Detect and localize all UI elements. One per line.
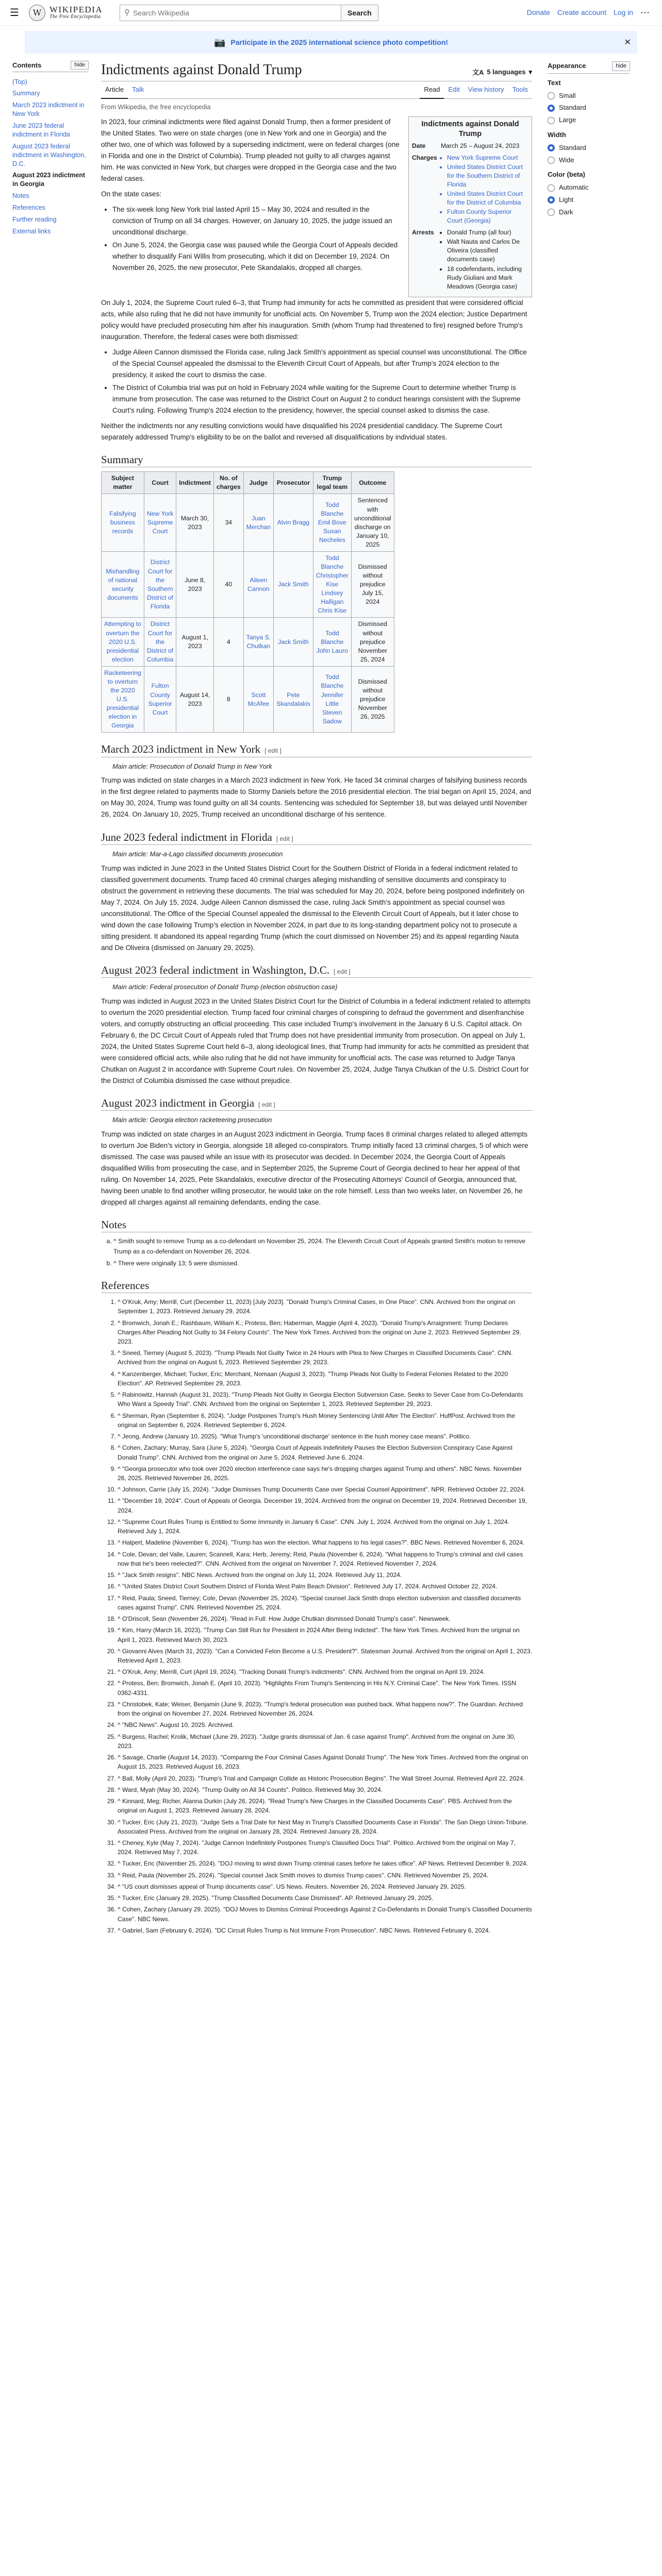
reference-item: 13. ^ Halpert, Madeline (November 6, 2024). "Trump has won the election. What happens to his legal cases?". BBC News. Retrieved November 6, 2024. <box>118 1538 532 1547</box>
toc-item[interactable]: August 2023 federal indictment in Washington, D.C. <box>12 142 86 167</box>
donate-link[interactable]: Donate <box>526 8 550 17</box>
color-options <box>548 182 630 217</box>
table-cell: Dismissed without prejudice July 15, 2024 <box>351 551 394 618</box>
width-options <box>548 143 630 166</box>
infobox-title: Indictments against Donald Trump <box>421 120 519 138</box>
infobox-arrest-item: • Donald Trump (all four) <box>447 228 528 237</box>
notes-heading-text: Notes <box>101 1218 126 1231</box>
toc-title: Contents <box>12 61 42 69</box>
reference-item: 6. ^ Sherman, Ryan (September 6, 2024). "Judge Postpones Trump's Hush Money Sentencing Until After The Election". HuffPost. Archived from the original on September 6, 2024. Retrieved September 6, 2024. <box>118 1411 532 1430</box>
reference-item: 28. ^ Ward, Myah (May 30, 2024). "Trump Guilty on All 34 Counts". Politico. Retrieved May 30, 2024. <box>118 1785 532 1794</box>
view-tabs <box>420 81 532 98</box>
language-button[interactable] <box>472 67 532 79</box>
table-cell: June 8, 2023 <box>176 551 214 618</box>
search-input[interactable] <box>133 9 337 17</box>
table-cell[interactable]: District Court for the Southern District of Florida <box>144 551 176 618</box>
immunity-paragraph: On July 1, 2024, the Supreme Court ruled 6–3, that Trump had immunity for acts he committed as president that were considered official acts, while also ruling that he did not have immunity for unofficial acts. On November 5, Trump won the 2024 election; Justice Department policy would have precluded prosecuting him after his inauguration. Smith (whom Trump had threatened to fire) resigned before Trump's inauguration. Therefore, the federal cases were both dismissed: <box>101 298 527 341</box>
reference-item: 7. ^ Jeong, Andrew (January 10, 2025). "What Trump's 'unconditional discharge' sentence in the hush money case means". Politico. <box>118 1432 532 1441</box>
toc-item[interactable]: March 2023 indictment in New York <box>12 101 85 118</box>
table-cell[interactable]: Todd Blanche Jennifer Little Steven Sadow <box>313 666 351 733</box>
main-menu-icon[interactable]: ☰ <box>10 7 19 19</box>
tab-tools[interactable]: Tools <box>512 86 528 93</box>
logo-wordmark <box>49 5 103 20</box>
table-row <box>102 618 394 666</box>
search-button[interactable]: Search <box>341 5 378 21</box>
section-heading <box>101 1096 532 1111</box>
radio-option[interactable] <box>548 143 630 154</box>
table-cell: 34 <box>213 494 243 551</box>
section-paragraph: Trump was indicted in August 2023 in the United States District Court for the District of Columbia in a federal indictment related to attempts to overturn the 2020 presidential election. Trump faced four criminal charges of conspiring to defraud the government and disenfranchise voters, and corruptly obstructing an official proceeding. This case included Trump's involvement in the January 6 U.S. Capitol attack. On February 6, the DC Circuit Court of Appeals ruled that Trump does not have presidential immunity from prosecution. On appeal on July 1, 2024, the United States Supreme Court held 6–3, along ideological lines, that Trump had immunity for acts he committed as president that were considered official acts, while also ruling that he did not have immunity for unofficial acts. The case was returned to Judge Tanya Chutkan on August 2 in accordance with Supreme Court rules. On November 25, 2024, Judge Tanya Chutkan of the U.S. District Court for the District of Columbia dismissed the case without prejudice. <box>101 997 531 1084</box>
table-cell[interactable]: Juan Merchan <box>243 494 273 551</box>
section-heading <box>101 742 532 757</box>
infobox-charge-link[interactable]: • United States District Court for the Southern District of Florida <box>447 163 528 189</box>
radio-button[interactable] <box>548 157 555 164</box>
section-heading-text: August 2023 indictment in Georgia <box>101 1096 255 1109</box>
more-options-icon[interactable]: ⋯ <box>640 7 650 18</box>
state-cases-list <box>112 204 400 274</box>
page-tabs <box>101 81 532 99</box>
article-sections <box>101 742 532 1208</box>
summary-table-body <box>102 494 394 733</box>
reference-item: 16. ^ "United States District Court Southern District of Florida West Palm Beach Division". Retrieved July 17, 2024. Archived October 22, 2024. <box>118 1582 532 1591</box>
infobox-arrest-item: • 18 codefendants, including Rudy Giuliani and Mark Meadows (Georgia case) <box>447 265 528 291</box>
main-article-hatnote[interactable]: Main article: Georgia election racketeering prosecution <box>112 1116 272 1124</box>
table-cell: 40 <box>213 551 243 618</box>
page-title: Indictments against Donald Trump <box>101 62 302 78</box>
table-row <box>102 551 394 618</box>
list-item: • The District of Columbia trial was put on hold in February 2024 while waiting for the Supreme Court to determine whether Trump is immune from prosecution. The case was returned to the District Court on August 2 to conduct hearings consistent with the Supreme Court's ruling. Following Trump's 2024 election to the presidency, however, the special counsel asked to dismiss the case. <box>112 382 532 416</box>
reference-item: 4. ^ Kanzenberger, Michael; Tucker, Eric; Merchant, Nomaan (August 3, 2023). "Trump Pleads Not Guilty to Federal Felonies Related to the 2020 Election". AP. Retrieved September 29, 2023. <box>118 1369 532 1388</box>
column-header: Judge <box>243 472 273 494</box>
table-cell[interactable]: Aileen Cannon <box>243 551 273 618</box>
table-cell[interactable]: Alvin Bragg <box>274 494 313 551</box>
section-edit-link[interactable]: [ edit ] <box>258 1100 275 1108</box>
title-row <box>101 61 532 81</box>
reference-item: 11. ^ "December 19, 2024". Court of Appeals of Georgia. December 19, 2024. Archived from the original on December 19, 2024. Retrieved December 19, 2024. <box>118 1496 532 1515</box>
globe-icon: W <box>29 5 45 21</box>
tab-read[interactable]: Read <box>420 81 444 99</box>
table-row <box>102 494 394 551</box>
section-edit-link[interactable]: [ edit ] <box>333 968 351 975</box>
radio-label: Standard <box>559 104 586 112</box>
column-header: Outcome <box>351 472 394 494</box>
radio-label: Automatic <box>559 183 589 192</box>
language-icon: 文A <box>472 69 484 76</box>
references-heading <box>101 1278 532 1293</box>
radio-label: Wide <box>559 156 574 164</box>
infobox-date-row <box>412 142 528 150</box>
infobox-charge-link[interactable]: • United States District Court for the District of Columbia <box>447 190 528 207</box>
column-header: No. of charges <box>213 472 243 494</box>
appearance-title: Appearance <box>548 62 586 70</box>
list-item: • Judge Aileen Cannon dismissed the Florida case, ruling Jack Smith's appointment as special counsel was unconstitutional. The Office of the Special Counsel appealed the dismissal to the Eleventh Circuit Court of Appeals, but after Trump's 2024 election to the presidency, it asked the court to dismiss the case. <box>112 347 532 381</box>
lead-paragraph: In 2023, four criminal indictments were filed against Donald Trump, then a former president of the United States. Two were on state charges (one in New York and one in Georgia) and the other two, one of which was followed by a superseding indictment, were on federal charges (one in Florida and one in the District of Columbia). Trump pleaded not guilty to all charges against him. He was convicted in New York, but charges were dropped in the Georgia case and the two federal cases. <box>101 117 400 182</box>
reference-item: 35. ^ Tucker, Eric (January 29, 2025). "Trump Classified Documents Case Dismissed". AP. Retrieved January 29, 2025. <box>118 1893 532 1903</box>
reference-item: 14. ^ Cole, Devan; del Valle, Lauren; Scannell, Kara; Herb, Jeremy; Reid, Paula (November 6, 2024). "What happens to Trump's criminal and civil cases now that he's been reelected?". CNN. Archived from the original on November 7, 2024. Retrieved November 7, 2024. <box>118 1550 532 1568</box>
infobox-arrests-label: Arrests <box>412 229 434 236</box>
table-cell[interactable]: Tanya S. Chutkan <box>243 618 273 666</box>
site-header <box>0 0 662 26</box>
logo-tagline: The Free Encyclopedia <box>49 14 101 20</box>
reference-item: 21. ^ O'Kruk, Amy; Merrill, Curt (April 19, 2024). "Tracking Donald Trump's indictments". CNN. Archived from the original on April 19, 2024. <box>118 1667 532 1676</box>
camera-icon: 📷 <box>213 37 226 47</box>
infobox-date-label: Date <box>412 142 426 150</box>
eligibility-paragraph: Neither the indictments nor any resulting convictions would have disqualified his 2024 presidential candidacy. The Supreme Court separately addressed Trump's eligibility to be on the ballot and reversed all disqualifications by individual states. <box>101 421 502 441</box>
reference-item: 25. ^ Burgess, Rachel; Krolik, Michael (June 29, 2023). "Judge grants dismissal of Jan. 6 case against Trump". Archived from the original on June 30, 2023. <box>118 1732 532 1751</box>
toc-item[interactable]: Notes <box>12 192 29 200</box>
summary-heading-text: Summary <box>101 453 143 466</box>
infobox-arrests-row <box>412 228 528 292</box>
table-cell: Dismissed without prejudice November 25, 2024 <box>351 618 394 666</box>
infobox-charge-link[interactable]: • New York Supreme Court <box>447 154 528 162</box>
appearance-panel <box>548 61 630 1937</box>
reference-item: 12. ^ "Supreme Court Rules Trump is Entitled to Some Immunity in January 6 Case". CNN. July 1, 2024. Archived from the original on July 1, 2024. Retrieved July 1, 2024. <box>118 1517 532 1536</box>
list-item: • The six-week long New York trial lasted April 15 – May 30, 2024 and resulted in the conviction of Trump on all 34 charges. However, on January 10, 2025, the judge issued an unconditional discharge. <box>112 204 400 238</box>
toc-item[interactable]: (Top) <box>12 78 27 86</box>
radio-option[interactable] <box>548 115 630 126</box>
notes-heading <box>101 1217 532 1232</box>
radio-label: Standard <box>559 143 586 151</box>
appearance-hide-button[interactable]: hide <box>612 61 630 72</box>
state-cases-label: On the state cases: <box>101 190 162 198</box>
tab-view-history[interactable]: View history <box>468 86 504 93</box>
infobox-charges-label: Charges <box>412 154 437 161</box>
reference-item: 27. ^ Ball, Molly (April 20, 2023). "Trump's Trial and Campaign Collide as Historic Prosecution Begins". The Wall Street Journal. Retrieved April 22, 2024. <box>118 1774 532 1783</box>
tab-article[interactable]: Article <box>101 81 128 99</box>
reference-item: 29. ^ Kinnard, Meg; Richer, Alanna Durkin (July 26, 2024). "Read Trump's New Charges in the Classified Documents Case". PBS. Archived from the original on August 1, 2023. Retrieved January 28, 2024. <box>118 1797 532 1815</box>
summary-heading <box>101 452 532 467</box>
radio-button[interactable] <box>548 117 555 124</box>
radio-label: Dark <box>559 208 573 216</box>
table-cell[interactable]: Pete Skandalakis <box>274 666 313 733</box>
login-link[interactable]: Log in <box>613 8 633 17</box>
reference-item: 17. ^ Reid, Paula; Sneed, Tierney; Cole, Devan (November 25, 2024). "Special counsel Jack Smith drops election subversion and classified documents cases against Trump". CNN. Retrieved November 25, 2024. <box>118 1594 532 1612</box>
reference-item: 1. ^ O'Kruk, Amy; Merrill, Curt (December 11, 2023) [July 2023]. "Donald Trump's Criminal Cases, in One Place". CNN. Archived from the original on September 1, 2023. Retrieved January 29, 2024. <box>118 1297 532 1316</box>
toc-item[interactable]: Summary <box>12 90 40 97</box>
reference-item: 5. ^ Rabinowitz, Hannah (August 31, 2023). "Trump Pleads Not Guilty in Georgia Election Subversion Case, Seeks to Sever Case from Co-Defendants Who Want a Speedy Trial". CNN. Archived from the original on September 1, 2023. Retrieved September 29, 2023. <box>118 1390 532 1409</box>
section-edit-link[interactable]: [ edit ] <box>264 747 282 755</box>
reference-item: 15. ^ "Jack Smith resigns". NBC News. Archived from the original on July 11, 2024. Retrieved July 11, 2024. <box>118 1570 532 1580</box>
reference-item: 3. ^ Sneed, Tierney (August 5, 2023). "Trump Pleads Not Guilty Twice in 24 Hours with Plea to New Charges in Classified Documents Case". CNN. Archived from the original on August 5, 2023. Retrieved September 29, 2023. <box>118 1348 532 1367</box>
chevron-down-icon: ▾ <box>528 67 532 76</box>
reference-item: 36. ^ Cohen, Zachary (January 29, 2025). "DOJ Moves to Dismiss Criminal Proceedings Against 2 Co-Defendants in Donald Trump's Classified Documents Case". NBC News. <box>118 1905 532 1923</box>
table-cell[interactable]: Todd Blanche Emil Bove Susan Necheles <box>313 494 351 551</box>
infobox-charge-link[interactable]: • Fulton County Superior Court (Georgia) <box>447 208 528 225</box>
site-notice-banner <box>25 31 637 54</box>
table-of-contents <box>12 61 89 1937</box>
section-paragraph: Trump was indicted on state charges in a March 2023 indictment in New York. He faced 34 criminal charges of falsifying business records in the first degree related to payments made to Stormy Daniels before the 2016 presidential election. The trial began on April 15, 2024, and on May 30, 2024, Trump was found guilty on all 34 counts. Sentencing was scheduled for September 18, but was delayed until November 26, 2024. On January 10, 2025, Trump received an unconditional discharge of his sentence. <box>101 776 532 819</box>
radio-button[interactable] <box>548 144 555 151</box>
summary-table <box>101 471 394 733</box>
table-cell: 4 <box>213 618 243 666</box>
reference-item: 32. ^ Tucker, Eric (November 25, 2024). "DOJ moving to wind down Trump criminal cases before he takes office". AP News. Retrieved December 9, 2024. <box>118 1859 532 1868</box>
radio-button[interactable] <box>548 184 555 192</box>
section-heading-text: August 2023 federal indictment in Washington, D.C. <box>101 963 329 976</box>
radio-option[interactable] <box>548 91 630 101</box>
page-layout <box>0 61 662 1937</box>
toc-item[interactable]: Further reading <box>12 215 57 223</box>
close-icon[interactable]: ✕ <box>624 38 631 47</box>
radio-button[interactable] <box>548 196 555 204</box>
reference-item: 19. ^ Kim, Harry (March 16, 2023). "Trump Can Still Run for President in 2024 After Being Indicted". The New York Times. Archived from the original on April 1, 2023. Retrieved March 30, 2023. <box>118 1625 532 1644</box>
table-row <box>102 666 394 733</box>
infobox-date-value: March 25 – August 24, 2023 <box>441 142 520 150</box>
toc-item[interactable]: References <box>12 204 45 212</box>
toc-hide-button[interactable]: hide <box>71 61 89 70</box>
reference-item: 34. ^ "US court dismisses appeal of Trump documents case". US News. Reuters. November 26, 2024. Retrieved January 29, 2025. <box>118 1882 532 1891</box>
reference-item: 10. ^ Johnson, Carrie (July 15, 2024). "Judge Dismisses Trump Documents Case over Special Counsel Appointment". NPR. Retrieved October 22, 2024. <box>118 1485 532 1494</box>
infobox-charges-list <box>447 154 528 226</box>
reference-item: 8. ^ Cohen, Zachary; Murray, Sara (June 5, 2024). "Georgia Court of Appeals indefinitely Pauses the Election Subversion Conspiracy Case Against Donald Trump". CNN. Archived from the original on June 5, 2024. Retrieved June 6, 2024. <box>118 1443 532 1462</box>
radio-button[interactable] <box>548 209 555 216</box>
table-cell: Sentenced with unconditional discharge on January 10, 2025 <box>351 494 394 551</box>
banner-text[interactable]: Participate in the 2025 international science photo competition! <box>230 38 449 46</box>
article-body <box>101 116 532 1935</box>
search-form <box>120 5 378 21</box>
text-size-label: Text <box>548 78 561 87</box>
main-content <box>101 61 532 1937</box>
lead-section <box>101 116 532 297</box>
column-header: Trump legal team <box>313 472 351 494</box>
table-cell[interactable]: Racketeering to overturn the 2020 U.S. presidential election in Georgia <box>102 666 144 733</box>
site-subtitle: From Wikipedia, the free encyclopedia <box>101 103 211 111</box>
section-heading-text: June 2023 federal indictment in Florida <box>101 831 272 843</box>
table-cell[interactable]: Mishandling of national security documents <box>102 551 144 618</box>
toc-header <box>12 61 89 72</box>
reference-item: 37. ^ Gabriel, Sam (February 6, 2024). "DC Circuit Rules Trump is Not Immune From Prosecution". NBC News. Retrieved February 6, 2024. <box>118 1926 532 1935</box>
radio-button[interactable] <box>548 92 555 99</box>
reference-item: 18. ^ O'Driscoll, Sean (November 26, 2024). "Read in Full: How Judge Chutkan dismissed Donald Trump's case". Newsweek. <box>118 1614 532 1623</box>
table-cell: March 30, 2023 <box>176 494 214 551</box>
search-box <box>120 5 341 21</box>
radio-option[interactable] <box>548 103 630 113</box>
table-cell[interactable]: New York Supreme Court <box>144 494 176 551</box>
toc-item[interactable]: August 2023 indictment in Georgia <box>12 172 85 188</box>
notes-list <box>113 1236 532 1268</box>
language-count: 5 languages <box>487 68 526 76</box>
summary-table-header <box>102 472 394 494</box>
table-cell[interactable]: Todd Blanche Christopher Kise Lindsey Halligan Chris Kise <box>313 551 351 618</box>
table-cell: 8 <box>213 666 243 733</box>
column-header: Indictment <box>176 472 214 494</box>
federal-cases-list <box>112 347 532 416</box>
text-size-options <box>548 91 630 126</box>
references-list <box>118 1297 532 1935</box>
table-cell: August 1, 2023 <box>176 618 214 666</box>
appearance-header <box>548 61 630 74</box>
radio-label: Large <box>559 116 576 124</box>
toc-item[interactable]: External links <box>12 227 51 235</box>
color-label: Color (beta) <box>548 171 585 179</box>
wikipedia-logo[interactable] <box>29 5 111 21</box>
table-cell[interactable]: Attempting to overturn the 2020 U.S. presidential election <box>102 618 144 666</box>
radio-option[interactable] <box>548 182 630 193</box>
section-heading <box>101 830 532 845</box>
toc-list <box>12 76 89 238</box>
radio-button[interactable] <box>548 105 555 112</box>
table-cell[interactable]: Jack Smith <box>274 618 313 666</box>
reference-item: 9. ^ "Georgia prosecutor who took over 2020 election interference case says he's dropping charges against Trump and others". NBC News. November 26, 2025. Retrieved November 26, 2025. <box>118 1464 532 1483</box>
table-cell: Dismissed without prejudice November 26, 2025 <box>351 666 394 733</box>
section-edit-link[interactable]: [ edit ] <box>276 835 293 842</box>
section-paragraph: Trump was indicted on state charges in an August 2023 indictment in Georgia. Trump faces 8 criminal charges related to alleged attempts to overturn Joe Biden's victory in Georgia, alongside 18 alleged co-conspirators. Trump initially faced 13 criminal charges, 5 of which were dismissed. The case was paused while an issue with its prosecutor was decided. In December 2024, the Georgia Court of Appeals disqualified Willis from prosecuting the case, and in September 2025, the Supreme Court of Georgia declined to hear her appeal of that ruling. On November 14, 2025, Pete Skandalakis, executive director of the Prosecuting Attorneys' Council of Georgia, announced that, having been unable to find another willing prosecutor, he would take on the role himself. Less than two weeks later, on November 26, he dropped all charges against all remaining defendants, ending the case. <box>101 1130 528 1207</box>
radio-option[interactable] <box>548 155 630 166</box>
lead-text <box>101 116 400 278</box>
reference-item: 23. ^ Christobek, Kate; Weiser, Benjamin (June 9, 2023). "Trump's federal prosecution was pushed back. What happens now?". The Guardian. Archived from the original on November 27, 2024. Retrieved November 26, 2024. <box>118 1700 532 1718</box>
column-header: Prosecutor <box>274 472 313 494</box>
reference-item: 20. ^ Giovanni Alves (March 31, 2023). "Can a Convicted Felon Become a U.S. President?". Statesman Journal. Archived from the original on April 1, 2023. Retrieved April 1, 2023. <box>118 1647 532 1665</box>
namespace-tabs <box>101 81 148 98</box>
table-cell[interactable]: Falsifying business records <box>102 494 144 551</box>
table-cell[interactable]: Jack Smith <box>274 551 313 618</box>
list-item: • On June 5, 2024, the Georgia case was paused while the Georgia Court of Appeals decided whether to disqualify Fani Willis from prosecuting, which it did on December 19, 2024. On November 26, 2025, the new prosecutor, Pete Skandalakis, dropped all charges. <box>112 240 400 274</box>
radio-option[interactable] <box>548 207 630 218</box>
reference-item: 2. ^ Bromwich, Jonah E.; Rashbaum, William K.; Protess, Ben; Haberman, Maggie (April 4, 2023). "Donald Trump's Arraignment: Trump Declares Charges After Pleading Not Guilty to 34 Felony Counts". The New York Times. Archived from the original on June 2, 2023. Retrieved September 29, 2023. <box>118 1318 532 1347</box>
width-label: Width <box>548 130 566 139</box>
main-article-hatnote[interactable]: Main article: Prosecution of Donald Trump in New York <box>112 762 272 770</box>
create-account-link[interactable]: Create account <box>557 8 606 17</box>
reference-item: 24. ^ "NBC News". August 10, 2025. Archived. <box>118 1720 532 1730</box>
table-cell[interactable]: District Court for the District of Columbia <box>144 618 176 666</box>
radio-label: Small <box>559 91 576 99</box>
reference-item: 26. ^ Savage, Charlie (August 14, 2023). "Comparing the Four Criminal Cases Against Donald Trump". The New York Times. Archived from the original on August 15, 2023. Retrieved August 16, 2023. <box>118 1753 532 1771</box>
reference-item: 30. ^ Tucker, Eric (July 21, 2023). "Judge Sets a Trial Date for Next May in Trump's Classified Documents Case in Florida". The San Diego Union-Tribune. Associated Press. Archived from the original on January 28, 2024. Retrieved January 28, 2024. <box>118 1818 532 1836</box>
infobox-charges-row <box>412 154 528 226</box>
column-header: Subject matter <box>102 472 144 494</box>
search-icon: ⚲ <box>124 8 130 17</box>
toc-item[interactable]: June 2023 federal indictment in Florida <box>12 122 70 138</box>
table-cell[interactable]: Scott McAfee <box>243 666 273 733</box>
references-heading-text: References <box>101 1279 150 1292</box>
section-heading <box>101 963 532 978</box>
table-cell[interactable]: Fulton County Superior Court <box>144 666 176 733</box>
section-paragraph: Trump was indicted in June 2023 in the United States District Court for the Southern District of Florida in a federal indictment related to classified government documents. Trump faced 40 criminal charges alleging mishandling of sensitive documents and conspiracy to obstruct the government in retrieving these documents. The trial was scheduled for May 20, 2024, before being postponed indefinitely on May 7, 2024. On July 15, 2024, Judge Aileen Cannon dismissed the case, ruling Jack Smith's appointment as special counsel was unconstitutional. The Office of the Special Counsel appealed the dismissal to the Eleventh Circuit Court of Appeals, but it later chose to wind down the case following Trump's election in November 2024, in part due to its long-standing department policy not to prosecute a sitting president. It abandoned its appeal regarding Trump (which the court dismissed on November 25) and its appeal regarding Nauta and De Oliveira (dismissed on January 29, 2025). <box>101 864 525 952</box>
radio-option[interactable] <box>548 195 630 206</box>
main-article-hatnote[interactable]: Main article: Mar-a-Lago classified documents prosecution <box>112 850 283 858</box>
infobox-arrests-list <box>447 228 528 291</box>
main-article-hatnote[interactable]: Main article: Federal prosecution of Donald Trump (election obstruction case) <box>112 983 338 991</box>
infobox <box>408 116 532 297</box>
table-cell: August 14, 2023 <box>176 666 214 733</box>
reference-item: 31. ^ Cheney, Kyle (May 7, 2024). "Judge Cannon Indefinitely Postpones Trump's Classified Docs Trial". Politico. Archived from the original on May 7, 2024. Retrieved May 7, 2024. <box>118 1838 532 1857</box>
reference-item: 33. ^ Reid, Paula (November 25, 2024). "Special counsel Jack Smith moves to dismiss Trump cases". CNN. Retrieved November 25, 2024. <box>118 1871 532 1880</box>
infobox-arrest-item: • Walt Nauta and Carlos De Oliveira (classified documents case) <box>447 238 528 264</box>
reference-item: 22. ^ Protess, Ben; Bromwich, Jonah E. (April 10, 2023). "Highlights From Trump's Sentencing in His N.Y. Criminal Case". The New York Times. ISSN 0362-4331. <box>118 1679 532 1697</box>
user-links <box>527 5 650 20</box>
tab-talk[interactable]: Talk <box>132 86 144 93</box>
note-item: b. ^ There were originally 13; 5 were dismissed. <box>113 1259 532 1269</box>
tab-edit[interactable]: Edit <box>448 86 460 93</box>
table-cell[interactable]: Todd Blanche John Lauro <box>313 618 351 666</box>
section-heading-text: March 2023 indictment in New York <box>101 743 261 756</box>
column-header: Court <box>144 472 176 494</box>
note-item: a. ^ Smith sought to remove Trump as a co-defendant on November 25, 2024. The Eleventh Circuit Court of Appeals granted Smith's motion to remove Trump as a co-defendant on November 26, 2024. <box>113 1236 532 1257</box>
radio-label: Light <box>559 195 574 204</box>
logo-title: WIKIPEDIA <box>49 5 103 15</box>
